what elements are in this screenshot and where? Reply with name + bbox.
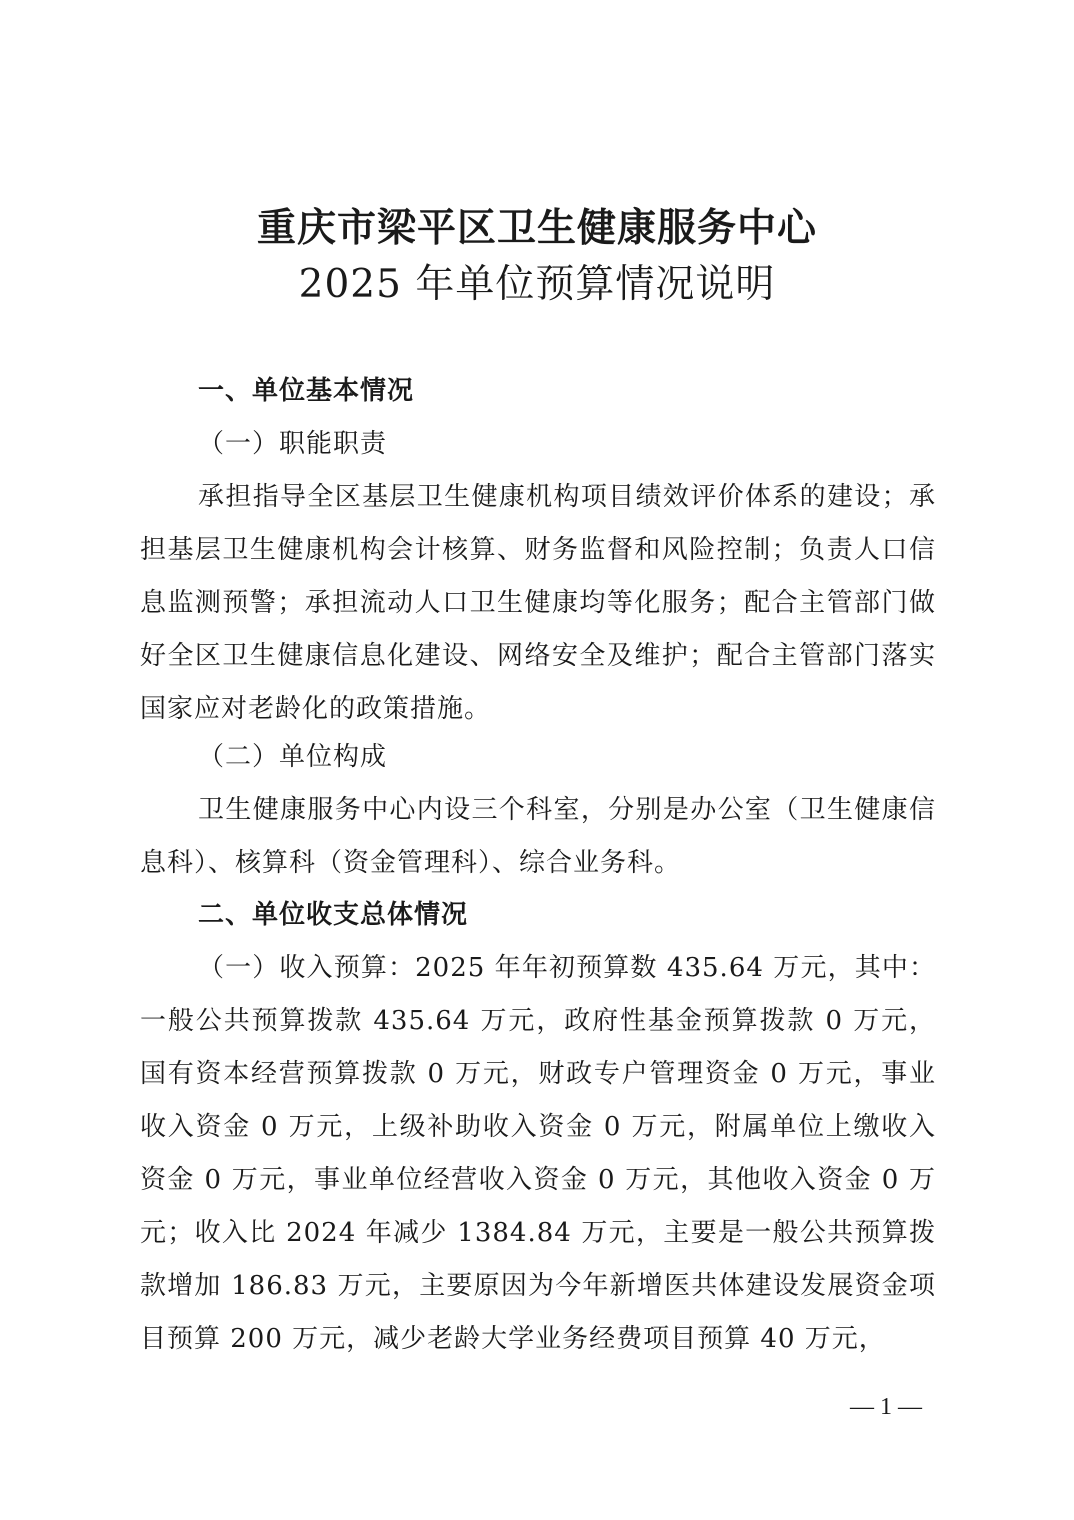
paragraph-income-budget: （一）收入预算：2025 年年初预算数 435.64 万元，其中：一般公共预算拨款 435.64 万元，政府性基金预算拨款 0 万元，国有资本经营预算拨款 0 万元，财政专户管理资金 0 万元，事业收入资金 0 万元，上级补助收入资金 0 万元，附属单位上缴收入资金 0 万元，事业单位经营收入资金 0 万元，其他收入资金 0 万元；收入比 2024 年减少 1384.84 万元，主要是一般公共预算拨款增加 186.83 万元，主要原因为今年新增医共体建设发展资金项目预算 200 万元，减少老龄大学业务经费项目预算 40 万元，: [140, 953, 936, 1354]
paragraph-duties: 承担指导全区基层卫生健康机构项目绩效评价体系的建设；承担基层卫生健康机构会计核算、财务监督和风险控制；负责人口信息监测预警；承担流动人口卫生健康均等化服务；配合主管部门做好全区卫生健康信息化建设、网络安全及维护；配合主管部门落实国家应对老龄化的政策措施。: [140, 482, 936, 724]
document-title-line1: 重庆市梁平区卫生健康服务中心: [256, 205, 817, 251]
subsection-heading-composition: （二）单位构成: [198, 742, 388, 772]
subsection-heading-duties: （一）职能职责: [198, 429, 388, 459]
paragraph-composition: 卫生健康服务中心内设三个科室，分别是办公室（卫生健康信息科）、核算科（资金管理科）、综合业务科。: [140, 795, 936, 878]
section-heading-basic-info: 一、单位基本情况: [198, 376, 415, 406]
document-title-line2: 2025 年单位预算情况说明: [298, 262, 776, 307]
page-number: — 1 —: [850, 1394, 922, 1420]
section-heading-income-expenditure: 二、单位收支总体情况: [198, 900, 469, 930]
